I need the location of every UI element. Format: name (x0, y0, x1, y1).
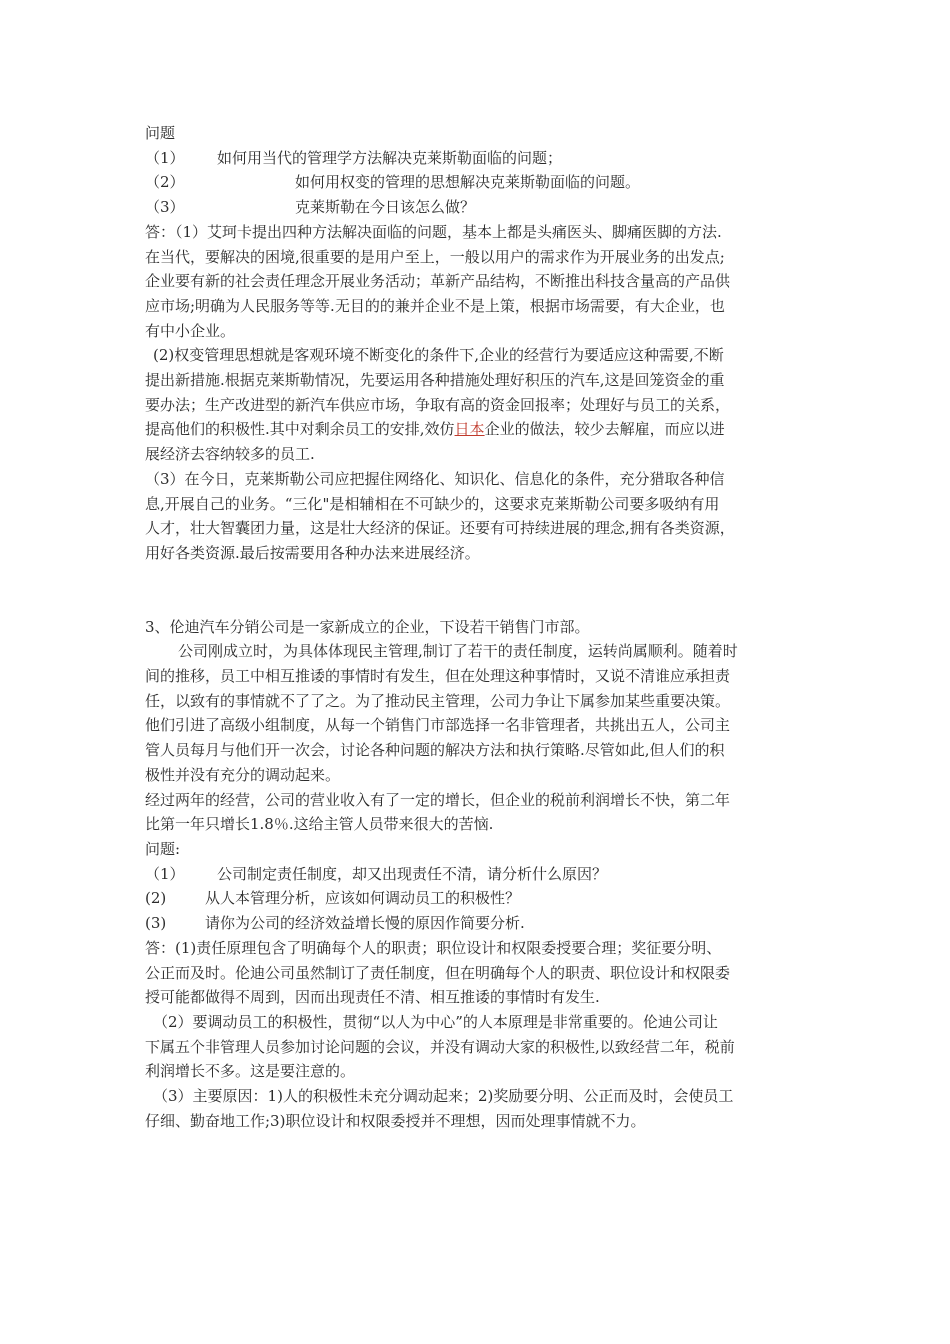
question-text: 从人本管理分析，应该如何调动员工的积极性？ (205, 889, 521, 908)
answer-3 (145, 1084, 805, 1133)
question-1 (145, 862, 805, 887)
answer-text: 企业的做法，较少去解雇，而应以进 (484, 420, 725, 439)
question-number: （3） (145, 198, 185, 217)
answer-2 (145, 1010, 805, 1084)
answer-line: 应市场;明确为人民服务等等.无目的的兼并企业不是上策，根据市场需要，有大企业，也 (145, 296, 725, 315)
answer-line: 利润增长不多。这是要注意的。 (145, 1062, 356, 1081)
answer-text: 提高他们的积极性.其中对剩余员工的安排,效仿 (145, 420, 455, 439)
question-3 (145, 195, 805, 220)
case-title: 3、伦迪汽车分销公司是一家新成立的企业，下设若干销售门市部。 (145, 617, 590, 636)
case-line: 经过两年的经营，公司的营业收入有了一定的增长，但企业的税前利润增长不快，第二年 (145, 790, 731, 809)
document-page (145, 121, 805, 1133)
answer-line: 答：（1）艾珂卡提出四种方法解决面临的问题，基本上都是头痛医头、脚痛医脚的方法. (145, 222, 722, 241)
answer-line: 展经济去容纳较多的员工. (145, 445, 315, 464)
case-line: 他们引进了高级小组制度，从每一个销售门市部选择一名非管理者，共挑出五人，公司主 (145, 716, 731, 735)
case-line: 极性并没有充分的调动起来。 (145, 765, 341, 784)
answer-line: （3）在今日，克莱斯勒公司应把握住网络化、知识化、信息化的条件，充分猎取各种信 (145, 469, 725, 488)
question-text: 请你为公司的经济效益增长慢的原因作简要分析. (205, 914, 525, 933)
question-number: （2） (145, 173, 185, 192)
question-text: 如何用当代的管理学方法解决克莱斯勒面临的问题； (217, 148, 563, 167)
answer-line: 要办法；生产改进型的新汽车供应市场，争取有高的资金回报率；处理好与员工的关系， (145, 395, 731, 414)
question-3 (145, 911, 805, 936)
answer-line: 用好各类资源.最后按需要用各种办法来进展经济。 (145, 543, 480, 562)
case-line: 间的推移，员工中相互推诿的事情时有发生，但在处理这种事情时，又说不清谁应承担责 (145, 667, 731, 686)
answer-3 (145, 467, 805, 566)
answer-line: 授可能都做得不周到，因而出现责任不清、相互推诿的事情时有发生. (145, 988, 600, 1007)
questions-heading: 问题 (145, 124, 176, 142)
section-spacer (145, 566, 805, 615)
answer-2 (145, 343, 805, 467)
answer-line: 息,开展自己的业务。“三化"是相辅相在不可缺少的，这要求克莱斯勒公司要多吸纳有用 (145, 494, 720, 513)
answer-line: 仔细、勤奋地工作;3)职位设计和权限委授并不理想，因而处理事情就不力。 (145, 1111, 646, 1130)
answer-line: 下属五个非管理人员参加讨论问题的会议，并没有调动大家的积极性,以致经营二年，税前 (145, 1037, 735, 1056)
answer-line: 在当代，要解决的困境,很重要的是用户至上，一般以用户的需求作为开展业务的出发点; (145, 247, 725, 266)
answer-line: 企业要有新的社会责任理念开展业务活动；革新产品结构，不断推出科技含量高的产品供 (145, 272, 731, 291)
question-text: 公司制定责任制度，却又出现责任不清，请分析什么原因？ (217, 864, 608, 883)
question-1 (145, 146, 805, 171)
question-number: （1） (145, 148, 185, 167)
answer-line: (2)权变管理思想就是客观环境不断变化的条件下,企业的经营行为要适应这种需要,不断 (153, 346, 724, 365)
answer-line: 答：(1)责任原理包含了明确每个人的职责；职位设计和权限委授要合理；奖征要分明、 (145, 938, 722, 957)
answer-line: （3）主要原因：1)人的积极性未充分调动起来；2)奖励要分明、公正而及时，会使员工 (153, 1087, 734, 1106)
question-2 (145, 170, 805, 195)
question-number: (2) (145, 889, 167, 908)
question-text: 如何用权变的管理的思想解决克莱斯勒面临的问题。 (295, 173, 641, 192)
case-body (145, 639, 805, 837)
japan-link[interactable]: 日本 (454, 420, 485, 439)
answer-line: 人才，壮大智囊团力量，这是壮大经济的保证。还要有可持续进展的理念,拥有各类资源， (145, 519, 735, 538)
answer-line: 公正而及时。伦迪公司虽然制订了责任制度，但在明确每个人的职责、职位设计和权限委 (145, 963, 731, 982)
question-text: 克莱斯勒在今日该怎么做？ (295, 198, 476, 217)
case-line: 公司刚成立时，为具体体现民主管理,制订了若干的责任制度，运转尚属顺利。随着时 (178, 642, 738, 661)
question-number: (3) (145, 914, 167, 933)
answer-line (145, 417, 805, 442)
answer-1 (145, 936, 805, 1010)
answer-line: （2）要调动员工的积极性，贯彻“以人为中心”的人本原理是非常重要的。伦迪公司让 (153, 1012, 718, 1031)
questions-heading: 问题: (145, 839, 181, 858)
case-line: 管人员每月与他们开一次会，讨论各种问题的解决方法和执行策略.尽管如此,但人们的积 (145, 741, 725, 760)
answer-1 (145, 220, 805, 344)
answer-line: 有中小企业。 (145, 321, 236, 340)
question-number: （1） (145, 864, 185, 883)
answer-line: 提出新措施.根据克莱斯勒情况，先要运用各种措施处理好积压的汽车,这是回笼资金的重 (145, 371, 725, 390)
case-line: 任，以致有的事情就不了了之。为了推动民主管理，公司力争让下属参加某些重要决策。 (145, 691, 731, 710)
question-2 (145, 886, 805, 911)
case-line: 比第一年只增长1.8％.这给主管人员带来很大的苦恼. (145, 815, 494, 834)
